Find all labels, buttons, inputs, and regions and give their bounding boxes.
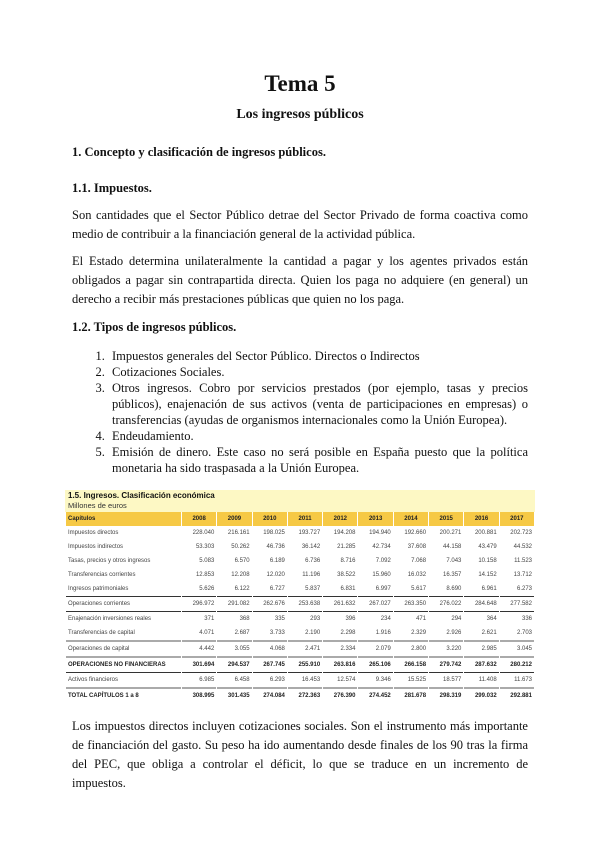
column-header: Capítulos <box>66 512 181 526</box>
table-cell: 53.303 <box>195 544 215 550</box>
table-cell: 5.626 <box>199 586 215 592</box>
table-cell: 274.084 <box>253 687 287 703</box>
table-cell: 194.940 <box>369 530 391 536</box>
table-row <box>66 626 534 640</box>
table-cell: 266.158 <box>394 656 428 672</box>
row-label: Ingresos patrimoniales <box>68 586 129 592</box>
table-cell: 12.574 <box>323 672 357 687</box>
table-cell: 11.408 <box>464 672 498 687</box>
table-cell: 6.293 <box>253 672 287 687</box>
table-cell: 12.208 <box>231 572 250 578</box>
table-cell: 5.083 <box>199 558 215 564</box>
table-cell: 294.537 <box>217 656 251 672</box>
table-cell: 274.452 <box>358 687 392 703</box>
table-cell: 279.742 <box>429 656 463 672</box>
table-cell: 308.995 <box>182 687 216 703</box>
table-cell: 7.043 <box>446 558 462 564</box>
table-cell: 2.926 <box>446 630 462 636</box>
table-cell: 193.727 <box>298 530 321 536</box>
table-cell: 291.082 <box>217 596 251 611</box>
table-row <box>66 568 534 582</box>
table-row <box>66 672 534 687</box>
table-cell: 2.079 <box>358 640 392 656</box>
list-item: 3. Otros ingresos. Cobro por servicios prestados (por ejemplo, tasas y precios públicos), enajenación de sus activos (venta de participaciones en empresas) o transferencias (ayudas de organismos internacionales como la Unión Europea). <box>108 380 528 428</box>
table-cell: 280.212 <box>500 656 534 672</box>
table-cell: 11.523 <box>514 558 532 564</box>
table-cell: 6.189 <box>269 558 285 564</box>
table-subtitle: Millones de euros <box>68 501 127 510</box>
table-cell: 263.350 <box>394 596 428 611</box>
table-cell: 267.027 <box>358 596 392 611</box>
section-heading-1-1: 1.1. Impuestos. <box>72 181 152 195</box>
table-cell: 298.319 <box>429 687 463 703</box>
table-cell: 6.961 <box>481 586 497 592</box>
table-cell: 371 <box>182 611 216 626</box>
table-cell: 2.621 <box>481 630 497 636</box>
table-cell: 2.471 <box>288 640 322 656</box>
table-cell: 276.022 <box>429 596 463 611</box>
table-header-row <box>66 512 534 526</box>
table-cell: 6.985 <box>182 672 216 687</box>
column-header: 2017 <box>500 512 534 526</box>
table-cell: 50.262 <box>231 544 250 550</box>
table-cell: 2.687 <box>234 630 250 636</box>
table-cell: 299.032 <box>464 687 498 703</box>
table-cell: 216.161 <box>227 530 250 536</box>
table-cell: 194.208 <box>333 530 356 536</box>
table-row <box>66 640 534 656</box>
table-cell: 294 <box>429 611 463 626</box>
table-cell: 9.346 <box>358 672 392 687</box>
table-cell: 2.985 <box>464 640 498 656</box>
column-header: 2013 <box>358 512 392 526</box>
table-cell: 4.068 <box>253 640 287 656</box>
table-cell: 4.442 <box>182 640 216 656</box>
column-header: 2014 <box>394 512 428 526</box>
table-cell: 7.092 <box>375 558 391 564</box>
table-cell: 7.068 <box>411 558 427 564</box>
table-cell: 15.525 <box>394 672 428 687</box>
table-cell: 37.608 <box>407 544 427 550</box>
row-label: OPERACIONES NO FINANCIERAS <box>66 656 181 672</box>
table-cell: 5.837 <box>305 586 321 592</box>
table-cell: 287.632 <box>464 656 498 672</box>
column-header: 2016 <box>464 512 498 526</box>
table-cell: 276.390 <box>323 687 357 703</box>
table-cell: 301.435 <box>217 687 251 703</box>
table-cell: 6.997 <box>375 586 391 592</box>
table-cell: 3.055 <box>217 640 251 656</box>
table-cell: 263.816 <box>323 656 357 672</box>
table-row <box>66 554 534 568</box>
column-header: 2011 <box>288 512 322 526</box>
table-row <box>66 611 534 626</box>
table-cell: 2.190 <box>305 630 321 636</box>
table-cell: 293 <box>288 611 322 626</box>
table-cell: 44.532 <box>513 544 532 550</box>
table-cell: 8.690 <box>446 586 462 592</box>
table-cell: 265.106 <box>358 656 392 672</box>
table-cell: 2.703 <box>516 630 532 636</box>
row-label: Enajenación inversiones reales <box>66 611 181 626</box>
table-cell: 3.733 <box>269 630 285 636</box>
table-cell: 255.910 <box>288 656 322 672</box>
table-cell: 12.853 <box>195 572 215 578</box>
table-cell: 301.694 <box>182 656 216 672</box>
list-item: 1. Impuestos generales del Sector Público. Directos o Indirectos <box>108 348 528 364</box>
table-cell: 38.522 <box>337 572 356 578</box>
row-label: TOTAL CAPÍTULOS 1 a 8 <box>66 687 181 703</box>
table-row <box>66 596 534 611</box>
table-row <box>66 526 534 540</box>
table-cell: 5.617 <box>411 586 427 592</box>
table-cell: 43.479 <box>478 544 497 550</box>
table-cell: 192.660 <box>404 530 427 536</box>
row-label: Operaciones corrientes <box>66 596 181 611</box>
table-cell: 368 <box>217 611 251 626</box>
paragraph-2: El Estado determina unilateralmente la cantidad a pagar y los agentes privados están obligados a pagar sin contrapartida directa. Quien los paga no adquiere (en general) un derecho a recibir más prestaciones públicas que quien no los paga. <box>72 254 528 306</box>
table-cell: 14.152 <box>478 572 497 578</box>
table-cell: 6.458 <box>217 672 251 687</box>
table-row <box>66 540 534 554</box>
table-cell: 16.453 <box>288 672 322 687</box>
list-item: 2. Cotizaciones Sociales. <box>108 364 528 380</box>
page-subtitle: Los ingresos públicos <box>236 107 364 122</box>
table-row <box>66 656 534 672</box>
table-cell: 6.727 <box>269 586 285 592</box>
table-cell: 46.736 <box>266 544 285 550</box>
row-label: Transferencias corrientes <box>68 572 136 578</box>
table-cell: 261.632 <box>323 596 357 611</box>
list-item: 4. Endeudamiento. <box>108 428 528 444</box>
column-header: 2015 <box>429 512 463 526</box>
table-cell: 202.723 <box>510 530 532 536</box>
table-cell: 284.648 <box>464 596 498 611</box>
table-cell: 6.831 <box>340 586 356 592</box>
table-cell: 44.158 <box>443 544 462 550</box>
table-cell: 13.712 <box>513 572 532 578</box>
table-cell: 336 <box>500 611 534 626</box>
section-heading-1: 1. Concepto y clasificación de ingresos públicos. <box>72 145 326 159</box>
table-cell: 8.716 <box>340 558 356 564</box>
table-cell: 2.298 <box>340 630 356 636</box>
table-cell: 277.582 <box>500 596 534 611</box>
table-cell: 3.045 <box>500 640 534 656</box>
table-row <box>66 582 534 596</box>
table-cell: 21.285 <box>337 544 356 550</box>
table-cell: 10.158 <box>478 558 497 564</box>
table-title: 1.5. Ingresos. Clasificación económica <box>68 491 215 500</box>
table-cell: 2.800 <box>394 640 428 656</box>
table-cell: 364 <box>464 611 498 626</box>
table-cell: 198.025 <box>263 530 285 536</box>
table-cell: 296.972 <box>182 596 216 611</box>
table-row <box>66 687 534 703</box>
table-cell: 281.678 <box>394 687 428 703</box>
table-cell: 228.040 <box>192 530 215 536</box>
table-cell: 1.916 <box>375 630 391 636</box>
table-cell: 11.196 <box>302 572 321 578</box>
column-header: 2012 <box>323 512 357 526</box>
column-header: 2008 <box>182 512 216 526</box>
paragraph-3: Los impuestos directos incluyen cotizaciones sociales. Son el instrumento más importante de financiación del gasto. Su peso ha ido aumentando desde finales de los 90 tras la firma del PEC, que obliga a controlar el déficit, lo que se traduce en un incremento de impuestos. <box>72 719 528 790</box>
column-header: 2009 <box>217 512 251 526</box>
table-cell: 200.271 <box>439 530 462 536</box>
table-cell: 292.881 <box>500 687 534 703</box>
list-item: 5. Emisión de dinero. Este caso no será posible en España puesto que la política monetaria ha sido traspasada a la Unión Europea. <box>108 444 528 476</box>
row-label: Transferencias de capital <box>68 630 135 636</box>
column-header: 2010 <box>253 512 287 526</box>
table-cell: 42.734 <box>372 544 391 550</box>
table-cell: 335 <box>253 611 287 626</box>
table-cell: 6.570 <box>234 558 250 564</box>
income-table-figure <box>65 490 535 703</box>
table-cell: 15.960 <box>372 572 391 578</box>
table-cell: 4.071 <box>199 630 215 636</box>
table-cell: 16.357 <box>443 572 462 578</box>
table-cell: 6.736 <box>305 558 321 564</box>
table-cell: 18.577 <box>429 672 463 687</box>
row-label: Operaciones de capital <box>66 640 181 656</box>
page-title: Tema 5 <box>264 71 336 96</box>
table-cell: 11.673 <box>500 672 534 687</box>
table-cell: 36.142 <box>301 544 321 550</box>
table-cell: 234 <box>358 611 392 626</box>
table-cell: 396 <box>323 611 357 626</box>
income-types-list <box>72 348 528 476</box>
table-cell: 12.020 <box>266 572 285 578</box>
table-cell: 6.273 <box>516 586 532 592</box>
table-cell: 3.220 <box>429 640 463 656</box>
table-cell: 253.638 <box>288 596 322 611</box>
table-header-band <box>65 490 535 512</box>
table-cell: 2.329 <box>411 630 427 636</box>
table-cell: 262.676 <box>253 596 287 611</box>
table-cell: 6.122 <box>234 586 250 592</box>
table-cell: 16.032 <box>407 572 427 578</box>
row-label: Tasas, precios y otros ingresos <box>68 558 151 564</box>
table-cell: 471 <box>394 611 428 626</box>
table-cell: 272.363 <box>288 687 322 703</box>
row-label: Impuestos indirectos <box>68 544 124 550</box>
section-heading-1-2: 1.2. Tipos de ingresos públicos. <box>72 320 237 334</box>
row-label: Activos financieros <box>66 672 181 687</box>
table-cell: 200.881 <box>474 530 497 536</box>
row-label: Impuestos directos <box>68 530 119 536</box>
table-cell: 267.745 <box>253 656 287 672</box>
income-table <box>65 512 535 703</box>
table-cell: 2.334 <box>323 640 357 656</box>
paragraph-1: Son cantidades que el Sector Público detrae del Sector Privado de forma coactiva como medio de contribuir a la financiación general de la actividad pública. <box>72 208 528 241</box>
